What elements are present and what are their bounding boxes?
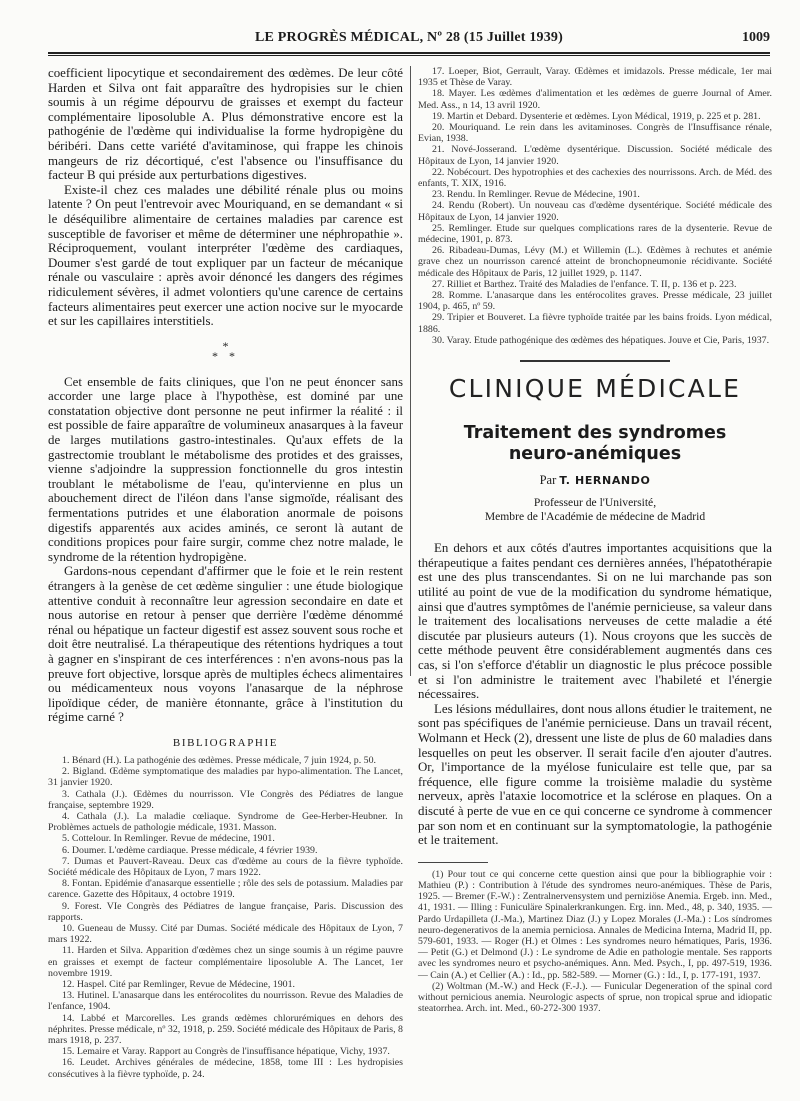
footnote: (2) Woltman (M.-W.) and Heck (F.-J.). — Funicular Degeneration of the spinal cord without pernicious anemia. Neurologic aspects of sprue, non tropical sprue and idiopatic steatorrhea. Arch. int. Med., 60-272-300 1937. (418, 980, 772, 1015)
asterisk-top: * (222, 338, 229, 353)
reference-item: 17. Loeper, Biot, Gerrault, Varay. Œdèmes et imidazols. Presse médicale, 1er mai 1935 et Thèse de Varay. (418, 66, 772, 89)
reference-item: 27. Rilliet et Barthez. Traité des Maladies de l'enfance. T. II, p. 136 et p. 223. (432, 278, 737, 290)
reference-item: 15. Lemaire et Varay. Rapport au Congrès de l'insuffisance hépatique, Vichy, 1937. (62, 1046, 390, 1058)
page-number: 1009 (742, 30, 770, 45)
reference-item: 26. Ribadeau-Dumas, Lévy (M.) et Willemin (L.). Œdèmes à rechutes et anémie grave chez un nourrisson carencé atteint de bronchopneumonie récidivante. Société médicale des Hôpitaux de Paris, 12 juillet 1929, p. 1147. (418, 245, 772, 279)
affiliation-line: Membre de l'Académie de médecine de Madrid (484, 509, 706, 523)
reference-item: 7. Dumas et Pauvert-Raveau. Deux cas d'œdème au cours de la fièvre typhoïde. Société médicale des Hôpitaux de Lyon, 7 mars 1922. (48, 855, 403, 878)
reference-item: 9. Forest. VIe Congrès des Pédiatres de langue française, Paris. Discussion des rapports. (48, 900, 403, 923)
column-divider (410, 66, 411, 676)
bibliography-list-continued (418, 66, 772, 346)
article-title (418, 423, 772, 465)
section-break-asterisks (48, 338, 403, 363)
byline (418, 473, 772, 488)
reference-item: 11. Harden et Silva. Apparition d'œdèmes chez un singe soumis à un régime pauvre en graisses et exempt de facteur complémentaire liposoluble A. The Lancet, 1er novembre 1919. (48, 945, 403, 979)
affiliation-line: Professeur de l'Université, (533, 496, 657, 510)
article-title-line: Traitement des syndromes (463, 423, 727, 444)
reference-item: 21. Nové-Josserand. L'œdème dysentérique. Discussion. Société médicale des Hôpitaux de Lyon, 14 janvier 1920. (418, 144, 772, 167)
body-paragraph: coefficient lipocytique et secondairement des œdèmes. De leur côté Harden et Silva ont fait apparaître des hydropisies sur le chien soumis à un régime dépourvu de graisses et exempt du facteur complémentaire liposoluble A. Plus démonstrative encore est la pathogénie de l'œdème qui individualise la forme hydropigène du béribéri. Dans cette variété d'avitaminose, qui frappe les chinois mangeurs de riz décortiqué, c'est l'absence ou l'insuffisance du facteur B qui préside aux perturbations digestives. (48, 66, 403, 183)
body-paragraph: Gardons-nous cependant d'affirmer que le foie et le rein restent étrangers à la genèse de cet œdème singulier : une étude biologique attentive conduit à reconnaître leur agression secondaire en date et nous autorise en retour à penser que derrière l'œdème dénommé rénal ou hépatique un facteur digestif est assez souvent sous roche et doit être neutralisé. La thérapeutique des rétentions hydriques a tout à gagner en s'inspirant de ces interférences : n'en avons-nous pas la preuve fort objective, lorsque après de multiples échecs alimentaires ou médicamenteux nous voyons l'anasarque de la néphrose lipoïdique céder, de manière étonnante, grâce à l'institution du régime carné ? (48, 564, 403, 725)
body-paragraph: Existe-il chez ces malades une débilité rénale plus ou moins latente ? On peut l'entrevoir avec Mouriquand, en se demandant « si le déséquilibre alimentaire de certaines maladies par carence est susceptible de favoriser et même de déterminer une néphropathie ». Réciproquement, voulant interpréter l'œdème des cardiaques, Doumer s'est gardé de tout expliquer par un facteur de mécanique rénale ou vasculaire : après avoir dénoncé les dangers des régimes ridiculement sévères, il admet volontiers qu'une carence de certains facteurs alimentaires peut exercer une action nocive sur le myocarde et sur les capillaires interstitiels. (48, 182, 403, 329)
bibliography-heading: BIBLIOGRAPHIE (172, 736, 279, 749)
reference-item: 29. Tripier et Bouveret. La fièvre typhoïde traitée par les bains froids. Lyon médical, 1886. (418, 312, 772, 335)
running-header (48, 30, 770, 52)
section-title: CLINIQUE MÉDICALE (448, 374, 742, 404)
asterisk-bottom: * * (212, 348, 239, 363)
reference-item: 14. Labbé et Marcorelles. Les grands œdèmes chlorurémiques en dehors des néphrites. Presse médicale, nº 32, 1918, p. 259. Société médicale des Hôpitaux de Paris, 8 mars 1918, p. 237. (48, 1012, 403, 1047)
reference-item: 3. Cathala (J.). Œdèmes du nourrisson. VIe Congrès des Pédiatres de langue française, septembre 1929. (48, 788, 403, 811)
reference-item: 8. Fontan. Epidémie d'anasarque essentielle ; rôle des sels de potassium. Maladies par carence. Gazette des Hôpitaux, 4 octobre 1919. (48, 878, 403, 901)
reference-item: 20. Mouriquand. Le rein dans les avitaminoses. Congrès de l'Insuffisance rénale, Evian, 1938. (418, 122, 772, 145)
author-name: T. HERNANDO (559, 474, 651, 488)
body-paragraph: En dehors et aux côtés d'autres importantes acquisitions que la thérapeutique a faites pendant ces dernières années, l'hépatothérapie est une des plus transcendantes. Si on ne lui marchande pas son utilité au point de vue de la modification du syndrome hématique, ainsi que d'autres symptômes de l'anémie pernicieuse, sa valeur dans le traitement des localisations nerveuses de cette maladie a été discutée par plusieurs auteurs (1). Nous croyons que les succès de cette méthode peuvent être considérablement augmentés dans ces cas, si l'on s'efforce d'établir un diagnostic le plus précoce possible et si l'on administre le traitement avec l'habileté et l'énergie nécessaires. (418, 541, 773, 702)
reference-item: 1. Bénard (H.). La pathogénie des œdèmes. Presse médicale, 7 juin 1924, p. 50. (62, 754, 376, 766)
body-paragraph: Les lésions médullaires, dont nous allons étudier le traitement, ne sont pas spécifiques de l'anémie pernicieuse. Dans un travail récent, Wolmann et Heck (2), dressent une liste de plus de 60 maladies dans lesquelles on peut les observer. Il serait facile d'en ajouter d'autres. Or, l'importance de la myélose funiculaire est telle que, par sa fréquence, elle figure comme la troisième maladie du système nerveux, après l'ataxie locomotrice et la sclérose en plaques. On a discuté à perte de vue en ce qui concerne ce syndrome à commencer par son nom et en continuant sur la symptomatologie, la pathogénie et le traitement. (418, 701, 772, 848)
footnote-rule (418, 862, 488, 863)
ornamental-rule (418, 354, 772, 368)
reference-item: 22. Nobécourt. Des hypotrophies et des cachexies des nourrissons. Arch. de Méd. des enfants, T. XIX, 1916. (418, 166, 772, 190)
left-column (48, 66, 403, 1080)
reference-item: 5. Cottelour. In Remlinger. Revue de médecine, 1901. (62, 833, 275, 845)
article-title-line: neuro-anémiques (508, 444, 682, 465)
reference-item: 19. Martin et Debard. Dysenterie et œdèmes. Lyon Médical, 1919, p. 225 et p. 281. (432, 110, 761, 122)
reference-item: 30. Varay. Etude pathogénique des œdèmes des hépatiques. Jouve et Cie, Paris, 1937. (432, 334, 770, 346)
reference-item: 2. Bigland. Œdème symptomatique des maladies par hypo-alimentation. The Lancet, 31 janvier 1920. (48, 766, 403, 789)
reference-item: 13. Hutinel. L'anasarque dans les entérocolites du nourrisson. Revue des Maladies de l'enfance, 1904. (48, 990, 403, 1013)
author-affiliation (418, 496, 772, 523)
footnote: (1) Pour tout ce qui concerne cette question ainsi que pour la bibliographie voir : Mathieu (P.) : Contribution à l'étude des syndromes neuro-anémiques. Thèse de Paris, 1925. — Bremer (F.-W.) : Zentralnervensystem und perniziöse Anemia. Ergeb. inn. Med., 41, 1931. — Illing : Funiculäre Spinalerkrankungen. Erg. inn. Med., 48, p. 340, 1935. — Pardo Urdapilleta (J.-Ma.), Martinez Diaz (J.) y Lopez Morales (J.-Ma.) : Los síndromes neuro-degenerativos de la anemia perniciosa. Annales de Medicina Interna, Madrid II, pp. 579-601, 1933. — Roger (H.) et Olmes : Les syndromes neuro hématiques, Paris, 1936. — Petit (G.) et Delmond (J.) : Le syndrome de Adie en pathologie mentale. Ses rapports avec les syndromes neuro et psycho-anémiques. Ann. Med. Psych., I, pp. 497-519, 1936. — Cain (A.) et Cellier (A.) : Id., pp. 582-589. — Morner (G.) : Id., I, p. 177-191, 1937. (418, 868, 772, 981)
journal-header-title: LE PROGRÈS MÉDICAL, Nº 28 (15 Juillet 1939) (254, 30, 563, 45)
bibliography-list (48, 755, 403, 1080)
reference-item: 18. Mayer. Les œdèmes d'alimentation et les œdèmes de guerre Journal of Amer. Med. Ass., n 14, 13 avril 1920. (418, 88, 772, 111)
reference-item: 12. Haspel. Cité par Remlinger, Revue de Médecine, 1901. (62, 979, 295, 990)
reference-item: 25. Remlinger. Etude sur quelques complications rares de la dysenterie. Revue de médecine, 1901, p. 873. (418, 222, 772, 246)
reference-item: 4. Cathala (J.). La maladie cœliaque. Syndrome de Gee-Herber-Heubner. In Problèmes actuels de pathologie médicale, 1931. Masson. (48, 810, 403, 834)
reference-item: 28. Romme. L'anasarque dans les entérocolites graves. Presse médicale, 23 juillet 1904, p. 465, nº 59. (418, 290, 772, 313)
byline-prefix: Par (539, 473, 557, 488)
reference-item: 24. Rendu (Robert). Un nouveau cas d'œdème dysentérique. Société médicale des Hôpitaux de Lyon, 14 janvier 1920. (418, 200, 772, 223)
header-rule (48, 52, 770, 56)
reference-item: 6. Doumer. L'œdème cardiaque. Presse médicale, 4 février 1939. (62, 844, 318, 856)
ornament-bar (520, 360, 670, 362)
body-paragraph: Cet ensemble de faits cliniques, que l'on ne peut énoncer sans accorder une large place à l'hypothèse, est dominé par une constatation objective dont personne ne peut infirmer la réalité : il est possible de faire apparaître de volumineux anasarques à la faveur de larges mutilations gastro-intestinales. Qu'aux effets de la gastrectomie troublant le métabolisme des protides et des graisses, vienne s'adjoindre la suppression fonctionnelle du gros intestin troublant le métabolisme de l'eau, qu'intervienne en plus un abouchement direct de l'iléon dans l'anse sigmoïde, réalisant des fermentations putrides et une élaboration anormale de poisons digestifs apparentés aux acides aminés, ce seront là autant de conditions propices pour faire surgir, comme chez notre malade, le syndrome de la rétention hydropigène. (48, 374, 403, 564)
right-column (418, 66, 772, 1066)
reference-item: 16. Leudet. Archives générales de médecine, 1858, tome III : Les hydropisies consécutives à la fièvre typhoïde, p. 24. (48, 1057, 403, 1080)
reference-item: 10. Gueneau de Mussy. Cité par Dumas. Société médicale des Hôpitaux de Lyon, 7 mars 1922. (48, 922, 403, 946)
reference-item: 23. Rendu. In Remlinger. Revue de Médecine, 1901. (432, 189, 640, 201)
